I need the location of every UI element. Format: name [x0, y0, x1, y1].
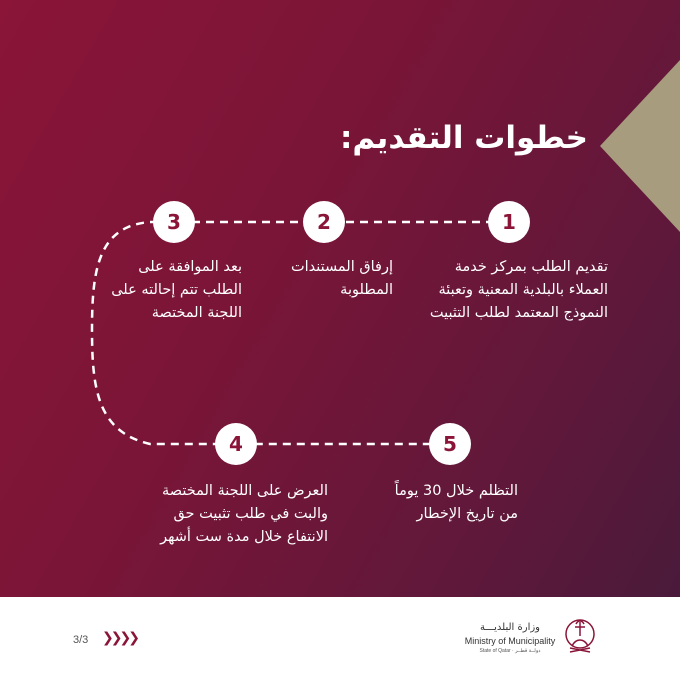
next-chevrons-icon[interactable]: ❯❯❯❯ — [102, 630, 137, 646]
step-3-line-1: بعد الموافقة على — [138, 259, 242, 275]
step-3-text — [111, 256, 242, 325]
step-2-line-2: المطلوبة — [340, 282, 393, 298]
step-2-number: 2 — [303, 201, 345, 243]
step-3-line-3: اللجنة المختصة — [151, 305, 242, 321]
footer — [0, 597, 680, 680]
step-4-line-3: الانتفاع خلال مدة ست أشهر — [160, 529, 328, 545]
logo-state-name: State of Qatar · دولــة قطــر — [479, 648, 541, 654]
step-4-text — [160, 480, 328, 549]
step-1-number: 1 — [488, 201, 530, 243]
step-4-line-1: العرض على اللجنة المختصة — [161, 483, 328, 499]
step-3-number: 3 — [153, 201, 195, 243]
page-title: خطوات التقديم: — [339, 120, 588, 156]
step-1-line-1: تقديم الطلب بمركز خدمة — [454, 259, 608, 275]
logo-arabic-name: وزارة البلديـــة — [479, 622, 541, 633]
step-1-line-2: العملاء بالبلدية المعنية وتعبئة — [438, 282, 608, 298]
logo-english-name: Ministry of Municipality — [464, 636, 556, 646]
step-5-number: 5 — [429, 423, 471, 465]
step-1-text — [430, 256, 608, 325]
step-3-line-2: الطلب تتم إحالته على — [111, 282, 242, 298]
step-4-line-2: والبت في طلب تثبيت حق — [173, 506, 328, 522]
step-5-line-1: التظلم خلال 30 يوماً — [394, 483, 518, 499]
qatar-emblem-icon — [564, 612, 596, 660]
step-4-number: 4 — [215, 423, 257, 465]
ministry-logo — [460, 612, 610, 662]
step-5-text — [395, 480, 518, 526]
step-2-text — [291, 256, 393, 302]
page-indicator: 3/3 — [73, 634, 89, 646]
step-1-line-3: النموذج المعتمد لطلب التثبيت — [429, 305, 608, 321]
step-2-line-1: إرفاق المستندات — [290, 259, 393, 275]
step-5-line-2: من تاريخ الإخطار — [416, 506, 518, 522]
